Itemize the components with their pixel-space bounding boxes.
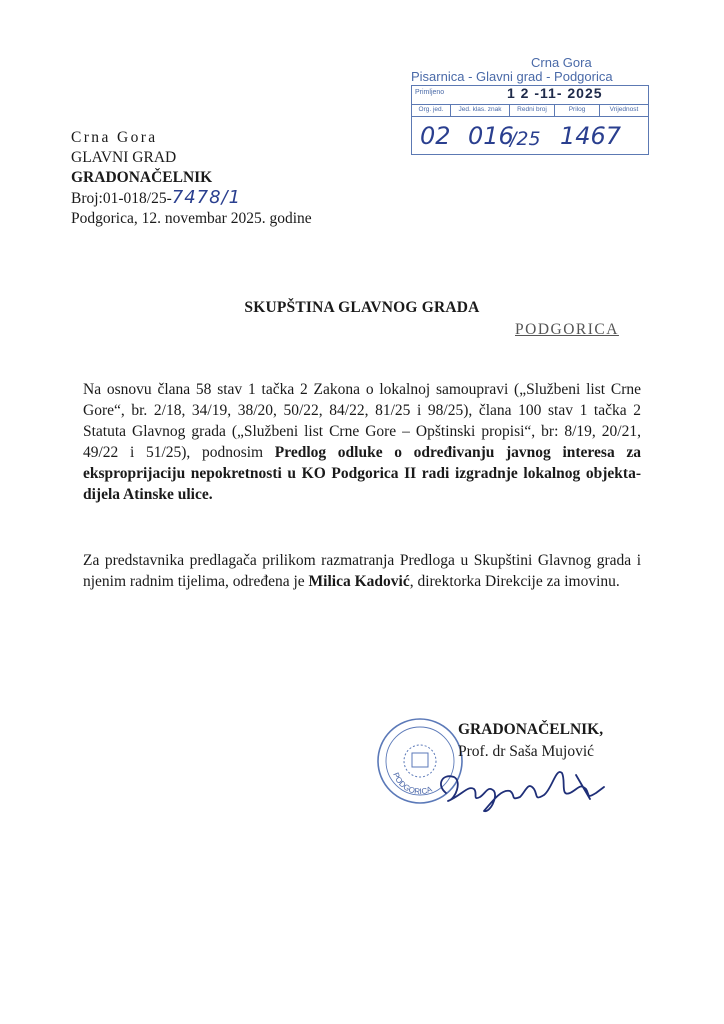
header-reference — [71, 188, 312, 209]
header-country: Crna Gora — [71, 129, 158, 146]
stamp-col-org: Org. jed. — [412, 104, 451, 116]
letter-header — [71, 128, 312, 229]
paragraph-2-text: Za predstavnika predlagača prilikom razmatranja Predloga u Skupštini Glavnog grada i njenim radnim tijelima, određena je — [83, 552, 641, 590]
header-place-date: Podgorica, 12. novembar 2025. godine — [71, 210, 312, 227]
addressee-title: SKUPŠTINA GLAVNOG GRADA — [244, 299, 480, 316]
reference-handwritten-number: 7478/1 — [171, 187, 242, 208]
stamp-office: Pisarnica - Glavni grad - Podgorica — [411, 69, 613, 84]
stamp-date: 1 2 -11- 2025 — [507, 85, 603, 101]
body-paragraph-2 — [83, 550, 641, 592]
stamp-grid — [411, 85, 649, 155]
stamp-hand-year: /25 — [510, 128, 541, 150]
stamp-col-class: Jed. klas. znak — [451, 104, 510, 116]
stamp-country: Crna Gora — [531, 55, 592, 70]
signatory-name: Prof. dr Saša Mujović — [458, 743, 595, 760]
header-city: GLAVNI GRAD — [71, 149, 177, 166]
paragraph-1-proposal: Predlog odluke o određivanju javnog interesa za eksproprijaciju nepokretnosti u KO Podgorica II radi izgradnje lokalnog objekta-dijela Atinske ulice. — [83, 444, 641, 503]
stamp-hand-number: 1467 — [560, 122, 622, 150]
registry-stamp — [411, 55, 648, 155]
stamp-hand-class: 016 — [468, 122, 514, 150]
stamp-col-attachment: Prilog — [555, 104, 600, 116]
stamp-column-row — [412, 104, 648, 117]
stamp-col-number: Redni broj — [510, 104, 555, 116]
signature-title: GRADONAČELNIK, — [458, 721, 604, 738]
stamp-received-label: Primljeno — [415, 89, 445, 96]
representative-name: Milica Kadović — [308, 573, 410, 590]
reference-prefix: Broj:01-018/25- — [71, 190, 172, 207]
paragraph-2-end: , direktorka Direkcije za imovinu. — [409, 573, 620, 590]
paragraph-1-text: Na osnovu člana 58 stav 1 tačka 2 Zakona o lokalnoj samoupravi („Službeni list Crne Gore“, br. 2/18, 34/19, 38/20, 50/22, 84/22, 81/25 i 98/25), člana 100 stav 1 tačka 2 Statuta Glavnog grada („Službeni list Crne Gore – Opštinski propisi“, br: 8/19, 20/21, 49/22 i 51/25), podnosim — [83, 381, 641, 461]
addressee-city: PODGORICA — [515, 321, 619, 338]
handwritten-signature-icon — [428, 755, 613, 817]
stamp-hand-org: 02 — [420, 122, 451, 150]
body-paragraph-1 — [83, 379, 641, 505]
stamp-col-value: Vrijednost — [609, 106, 639, 113]
header-office: GRADONAČELNIK — [71, 169, 213, 186]
stamp-date-row — [412, 86, 648, 105]
seal-text: PODGORICA — [391, 771, 434, 797]
